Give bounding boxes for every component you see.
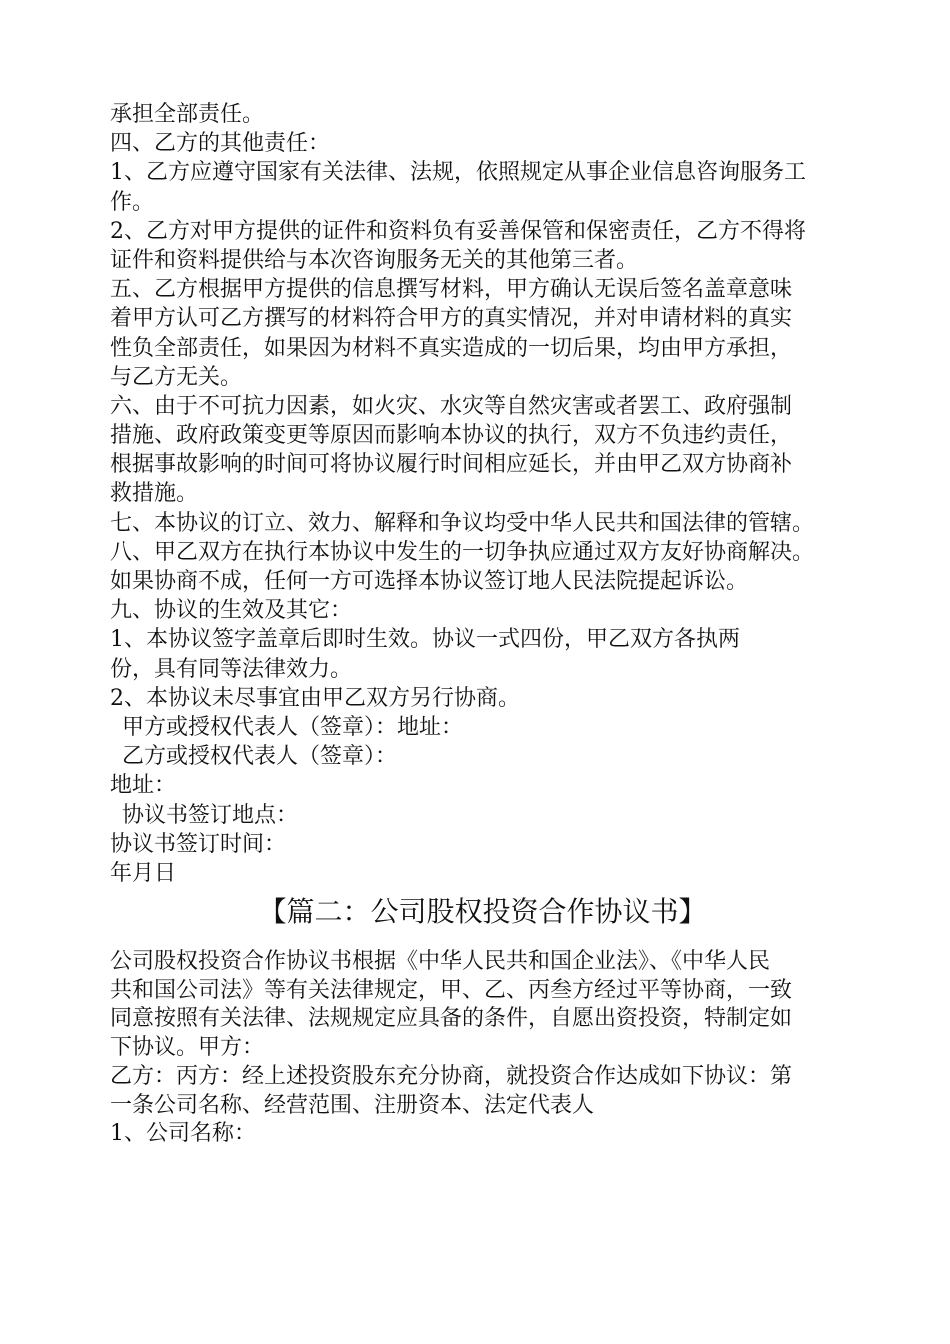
clause-four-heading: 四、乙方的其他责任： (110, 131, 331, 157)
address-label: 地址： (110, 773, 177, 799)
company-name-line: 1、公司名称： (110, 1121, 256, 1147)
section-two-title: 【篇二：公司股权投资合作协议书】 (258, 895, 707, 929)
paragraph-line: 共和国公司法》等有关法律规定，甲、乙、丙叁方经过平等协商，一致 (110, 977, 793, 1003)
paragraph-line: 下协议。甲方： (110, 1035, 265, 1061)
paragraph-line: 1、本协议签字盖章后即时生效。协议一式四份，甲乙双方各执两 (110, 627, 740, 653)
signature-block (110, 713, 855, 888)
paragraph-line: 证件和资料提供给与本次咨询服务无关的其他第三者。 (110, 247, 639, 273)
paragraph-line: 性负全部责任，如果因为材料不真实造成的一切后果，均由甲方承担， (110, 335, 793, 361)
paragraph-line: 乙方：丙方：经上述投资股东充分协商，就投资合作达成如下协议：第 (110, 1063, 793, 1089)
party-a-signature: 甲方或授权代表人（签章）：地址： (122, 714, 464, 740)
date-label: 年月日 (110, 860, 177, 886)
paragraph-line: 根据事故影响的时间可将协议履行时间相应延长，并由甲乙双方协商补 (110, 452, 793, 478)
paragraph-line: 着甲方认可乙方撰写的材料符合甲方的真实情况，并对申请材料的真实 (110, 306, 793, 332)
section-two (110, 948, 855, 1149)
paragraph-line: 2、本协议未尽事宜由甲乙双方另行协商。 (110, 685, 520, 711)
paragraph-line: 承担全部责任。 (110, 102, 265, 127)
signing-time-label: 协议书签订时间： (110, 831, 287, 857)
paragraph-line: 公司股权投资合作协议书根据《中华人民共和国企业法》、《中华人民 (110, 949, 771, 975)
paragraph-line: 一条公司名称、经营范围、注册资本、法定代表人 (110, 1092, 595, 1118)
paragraph-line: 1、乙方应遵守国家有关法律、法规，依照规定从事企业信息咨询服务工 (110, 160, 806, 186)
paragraph-line: 救措施。 (110, 481, 199, 507)
paragraph-line: 份，具有同等法律效力。 (110, 656, 353, 682)
section-one (110, 100, 855, 888)
clause-six-line: 六、由于不可抗力因素，如火灾、水灾等自然灾害或者罢工、政府强制 (110, 393, 793, 419)
clause-nine-heading: 九、协议的生效及其它： (110, 598, 353, 624)
clause-five-line: 五、乙方根据甲方提供的信息撰写材料，甲方确认无误后签名盖章意味 (110, 277, 793, 303)
party-b-signature: 乙方或授权代表人（签章）： (122, 744, 398, 770)
paragraph-line: 2、乙方对甲方提供的证件和资料负有妥善保管和保密责任，乙方不得将 (110, 218, 806, 244)
clause-eight-line: 八、甲乙双方在执行本协议中发生的一切争执应通过双方友好协商解决。 (110, 539, 815, 565)
paragraph-line: 与乙方无关。 (110, 364, 243, 390)
signing-place-label: 协议书签订地点： (122, 802, 299, 828)
paragraph-line: 措施、政府政策变更等原因而影响本协议的执行，双方不负违约责任， (110, 423, 793, 449)
paragraph-line: 如果协商不成，任何一方可选择本协议签订地人民法院提起诉讼。 (110, 569, 749, 594)
clause-seven-line: 七、本协议的订立、效力、解释和争议均受中华人民共和国法律的管辖。 (110, 510, 815, 536)
paragraph-line: 作。 (110, 189, 155, 215)
paragraph-line: 同意按照有关法律、法规规定应具备的条件，自愿出资投资，特制定如 (110, 1006, 793, 1032)
document-page (110, 100, 855, 1149)
